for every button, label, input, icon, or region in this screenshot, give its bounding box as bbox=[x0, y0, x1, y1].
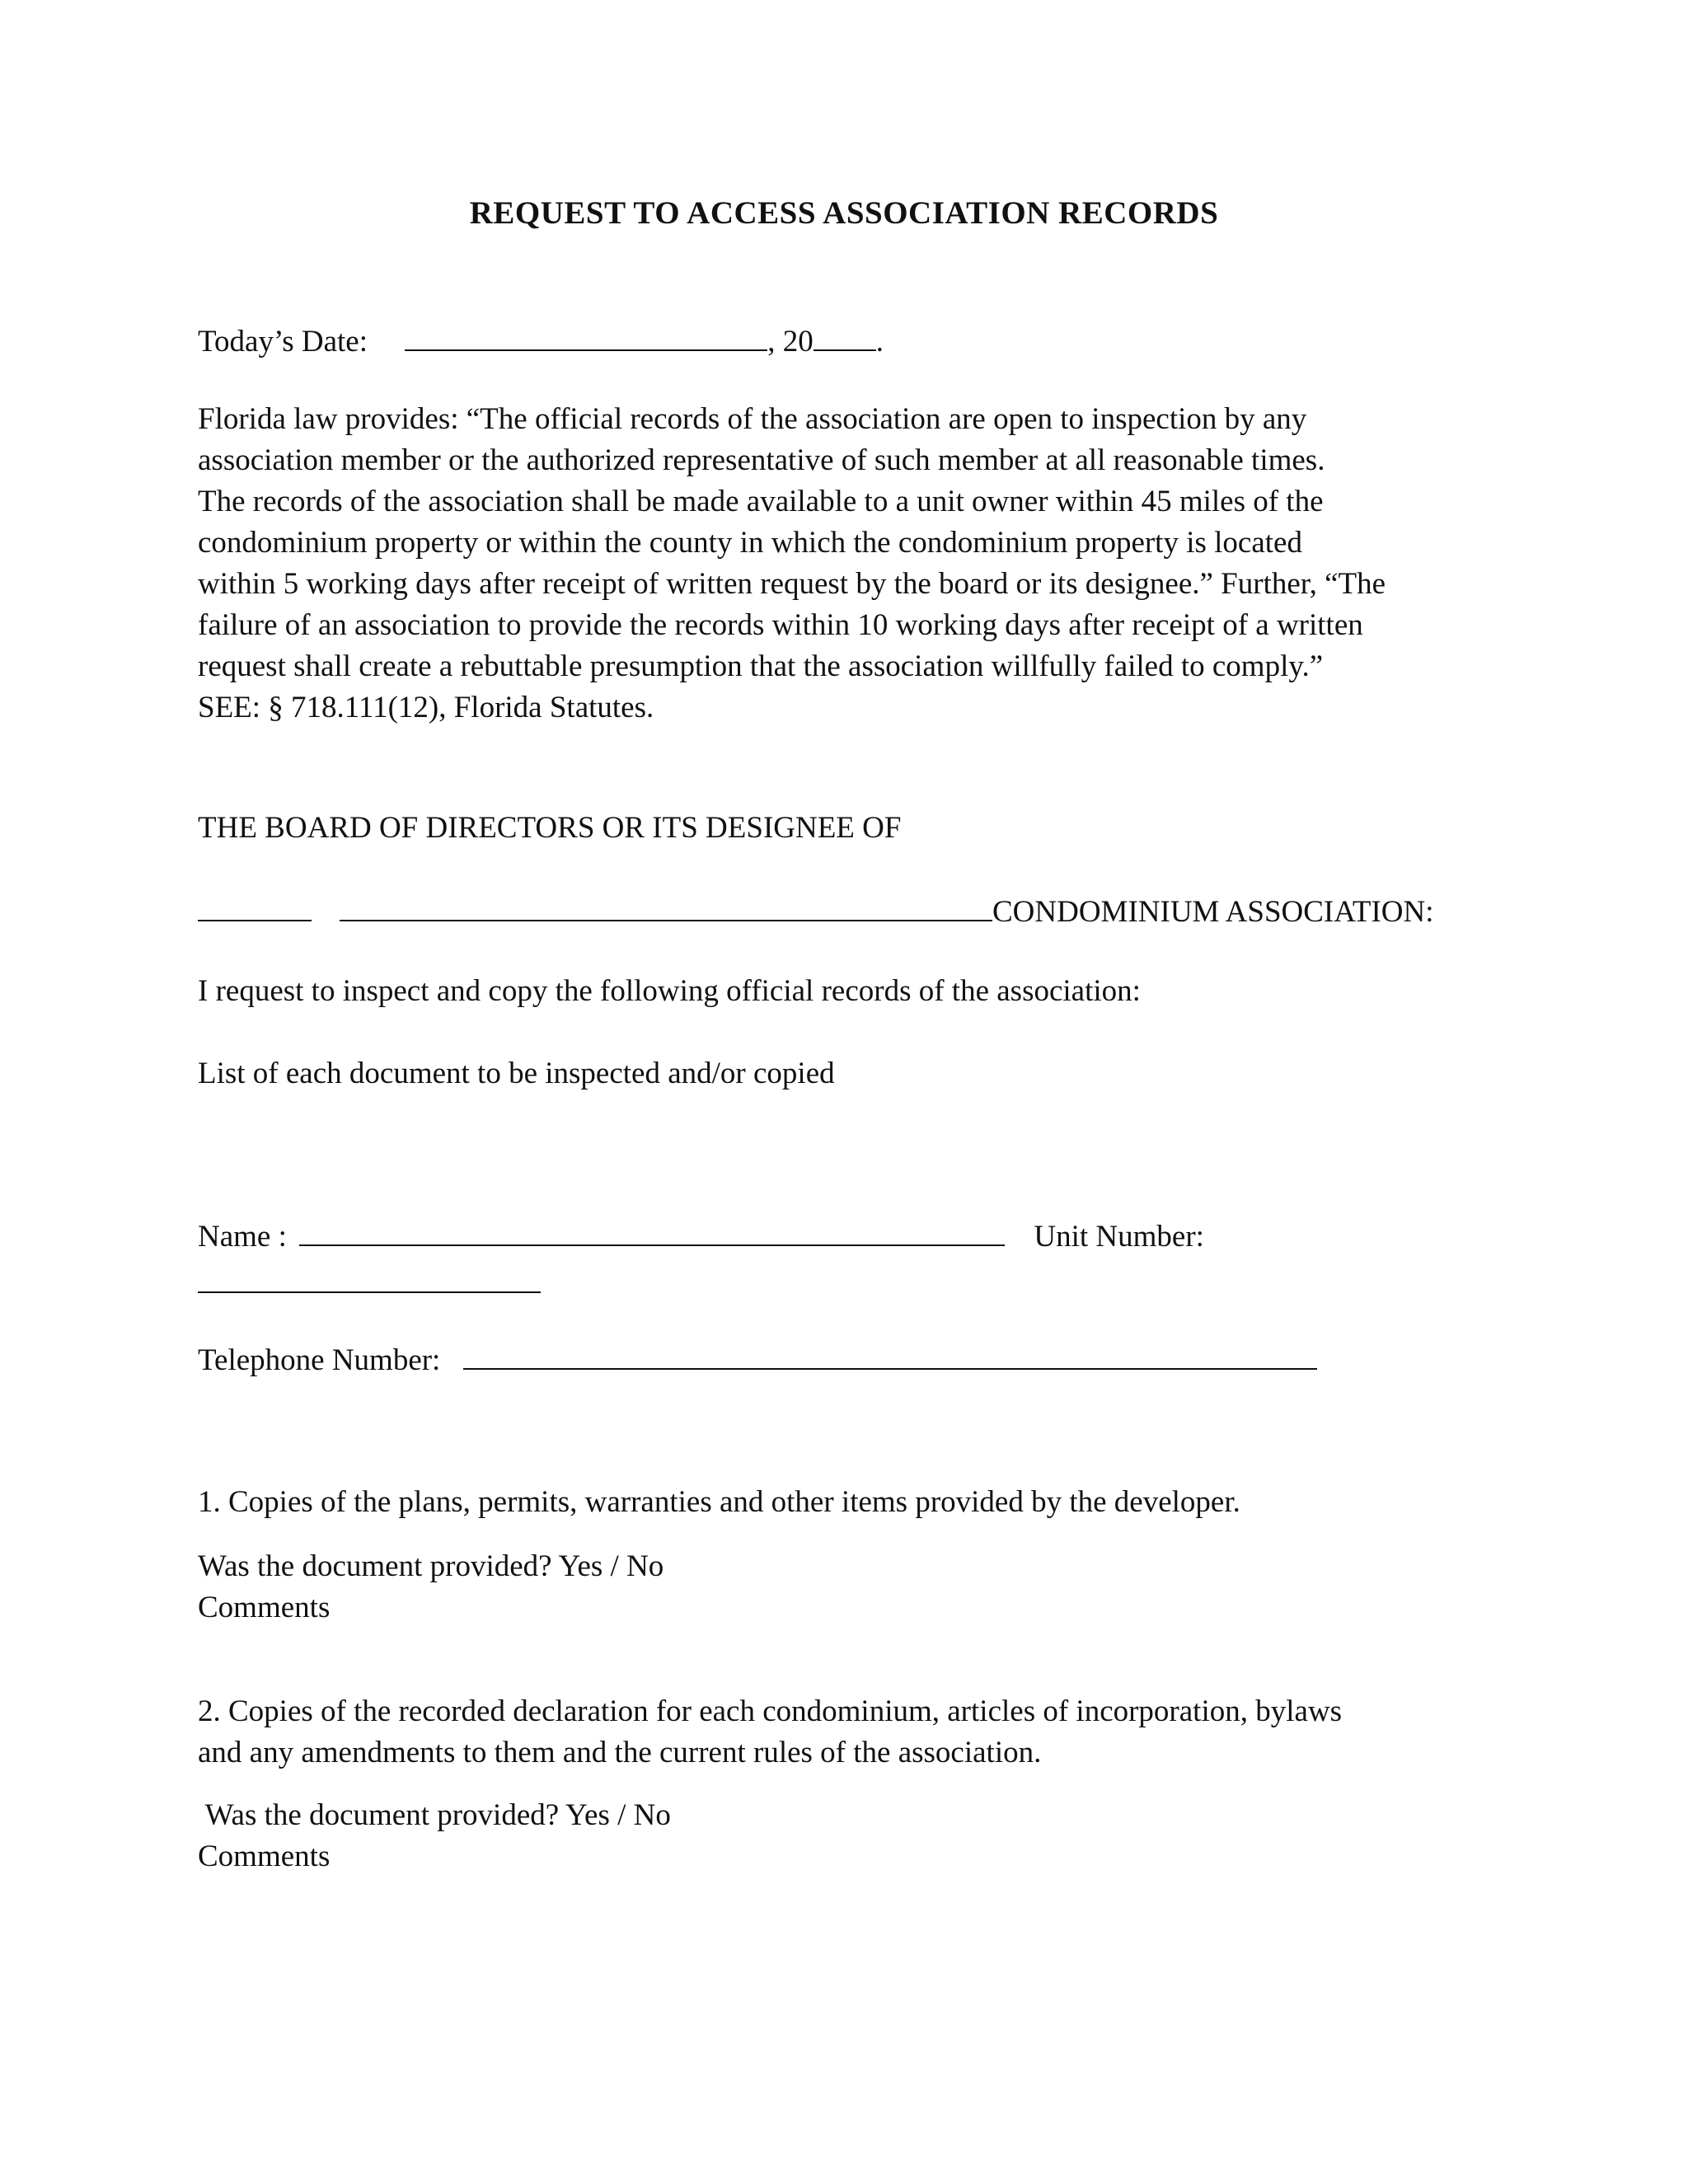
date-blank[interactable] bbox=[405, 320, 767, 351]
telephone-label: Telephone Number: bbox=[198, 1343, 441, 1377]
telephone-blank[interactable] bbox=[463, 1338, 1317, 1370]
item-1-text: 1. Copies of the plans, permits, warranties and other items provided by the developer. bbox=[198, 1485, 1240, 1519]
association-prefix-blank[interactable] bbox=[198, 890, 312, 921]
unit-label: Unit Number: bbox=[1034, 1220, 1204, 1254]
request-line: I request to inspect and copy the following official records of the association: bbox=[198, 974, 1141, 1008]
date-period: . bbox=[875, 325, 884, 359]
item-1-question: Was the document provided? Yes / No bbox=[198, 1549, 664, 1583]
date-comma-year: , 20 bbox=[767, 325, 814, 359]
name-blank[interactable] bbox=[299, 1215, 1005, 1246]
association-suffix: CONDOMINIUM ASSOCIATION: bbox=[992, 895, 1434, 929]
telephone-line bbox=[198, 1338, 1317, 1381]
item-2-text-line-2: and any amendments to them and the current rules of the association. bbox=[198, 1736, 1042, 1769]
unit-number-blank[interactable] bbox=[198, 1291, 541, 1293]
item-2-question: Was the document provided? Yes / No bbox=[198, 1798, 671, 1832]
form-title: REQUEST TO ACCESS ASSOCIATION RECORDS bbox=[469, 195, 1219, 231]
law-line: within 5 working days after receipt of written request by the board or its designee.” Further, “The bbox=[198, 567, 1386, 601]
item-2-text-line-1: 2. Copies of the recorded declaration for each condominium, articles of incorporation, bylaws bbox=[198, 1694, 1343, 1728]
law-line: The records of the association shall be made available to a unit owner within 45 miles of the bbox=[198, 485, 1324, 518]
name-unit-line bbox=[198, 1215, 1204, 1258]
date-label: Today’s Date: bbox=[198, 325, 368, 359]
law-line: failure of an association to provide the records within 10 working days after receipt of a written bbox=[198, 608, 1363, 642]
association-name-blank[interactable] bbox=[340, 890, 992, 921]
item-2-comments: Comments bbox=[198, 1840, 331, 1873]
name-label: Name : bbox=[198, 1220, 287, 1254]
board-line: THE BOARD OF DIRECTORS OR ITS DESIGNEE OF bbox=[198, 811, 902, 845]
law-line: association member or the authorized representative of such member at all reasonable times. bbox=[198, 443, 1325, 477]
law-line: SEE: § 718.111(12), Florida Statutes. bbox=[198, 691, 654, 724]
year-blank[interactable] bbox=[814, 320, 876, 351]
law-line: Florida law provides: “The official records of the association are open to inspection by any bbox=[198, 402, 1307, 436]
law-paragraph bbox=[198, 399, 1500, 729]
item-1-comments: Comments bbox=[198, 1591, 331, 1624]
list-line: List of each document to be inspected and/or copied bbox=[198, 1057, 835, 1090]
law-line: request shall create a rebuttable presumption that the association willfully failed to comply.” bbox=[198, 649, 1324, 683]
date-line bbox=[198, 320, 884, 363]
association-line bbox=[198, 890, 1434, 933]
law-line: condominium property or within the county in which the condominium property is located bbox=[198, 526, 1302, 560]
